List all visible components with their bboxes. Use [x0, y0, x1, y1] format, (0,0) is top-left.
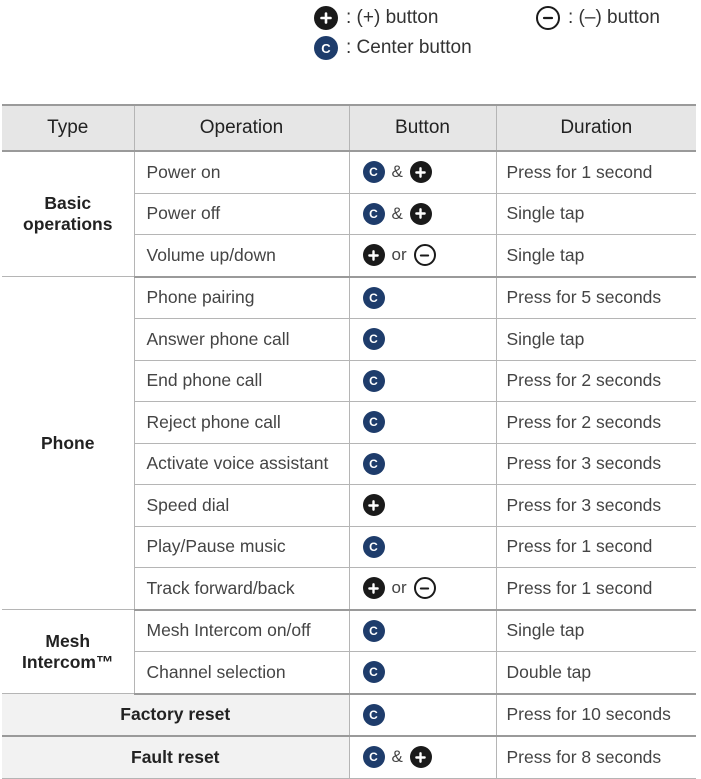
center-button-icon: C	[363, 287, 385, 309]
center-button-icon: C	[363, 704, 385, 726]
button-group	[363, 704, 496, 726]
operation-cell: Channel selection	[134, 652, 349, 694]
minus-icon	[536, 6, 560, 30]
center-button-icon: C	[363, 746, 385, 768]
operation-cell: Mesh Intercom on/off	[134, 610, 349, 652]
button-group	[363, 620, 496, 642]
operation-cell: Power on	[134, 151, 349, 193]
duration-cell: Single tap	[496, 235, 696, 277]
duration-cell: Press for 3 seconds	[496, 443, 696, 485]
operation-cell: End phone call	[134, 360, 349, 402]
legend-plus	[314, 6, 438, 30]
button-cell	[349, 319, 496, 361]
table-header-row	[2, 105, 696, 151]
duration-cell: Single tap	[496, 193, 696, 235]
duration-cell: Press for 5 seconds	[496, 277, 696, 319]
table-body	[2, 151, 696, 778]
duration-cell: Press for 2 seconds	[496, 360, 696, 402]
button-group	[363, 577, 496, 599]
button-group	[363, 203, 496, 225]
legend-minus	[536, 6, 660, 30]
connector-text: or	[391, 578, 407, 598]
center-button-icon: C	[363, 620, 385, 642]
button-cell	[349, 736, 496, 778]
button-group	[363, 453, 496, 475]
duration-cell: Double tap	[496, 652, 696, 694]
button-cell	[349, 694, 496, 737]
button-cell	[349, 235, 496, 277]
operation-cell: Reject phone call	[134, 402, 349, 444]
type-cell: Basic operations	[2, 151, 134, 277]
button-cell	[349, 193, 496, 235]
plus-icon	[314, 6, 338, 30]
center-button-icon: C	[363, 661, 385, 683]
button-cell	[349, 151, 496, 193]
duration-cell: Single tap	[496, 610, 696, 652]
connector-text: or	[391, 245, 407, 265]
plus-icon	[410, 161, 432, 183]
type-cell: Phone	[2, 277, 134, 610]
plus-icon	[363, 244, 385, 266]
operation-cell: Phone pairing	[134, 277, 349, 319]
button-group	[363, 661, 496, 683]
center-button-icon: C	[314, 36, 338, 60]
operation-cell: Speed dial	[134, 485, 349, 527]
connector-text: &	[391, 162, 403, 182]
duration-cell: Press for 10 seconds	[496, 694, 696, 737]
center-button-icon: C	[363, 161, 385, 183]
operations-table	[2, 104, 696, 779]
table-row	[2, 694, 696, 737]
type-cell: Mesh Intercom™	[2, 610, 134, 694]
header-button: Button	[349, 105, 496, 151]
center-button-icon: C	[363, 328, 385, 350]
operation-cell: Answer phone call	[134, 319, 349, 361]
table-row	[2, 610, 696, 652]
row-label: Fault reset	[2, 736, 349, 778]
plus-icon	[363, 577, 385, 599]
center-button-icon: C	[363, 453, 385, 475]
operation-cell: Activate voice assistant	[134, 443, 349, 485]
row-label: Factory reset	[2, 694, 349, 737]
header-duration: Duration	[496, 105, 696, 151]
center-button-icon: C	[363, 411, 385, 433]
button-group	[363, 536, 496, 558]
button-cell	[349, 610, 496, 652]
center-button-icon: C	[363, 370, 385, 392]
legend-minus-label: : (–) button	[568, 7, 660, 28]
plus-icon	[363, 494, 385, 516]
connector-text: &	[391, 203, 403, 223]
button-group	[363, 244, 496, 266]
button-group	[363, 494, 496, 516]
table-row	[2, 277, 696, 319]
duration-cell: Press for 1 second	[496, 568, 696, 610]
duration-cell: Press for 2 seconds	[496, 402, 696, 444]
duration-cell: Press for 3 seconds	[496, 485, 696, 527]
minus-icon	[414, 577, 436, 599]
duration-cell: Press for 1 second	[496, 526, 696, 568]
plus-icon	[410, 746, 432, 768]
operation-cell: Play/Pause music	[134, 526, 349, 568]
button-group	[363, 746, 496, 768]
button-group	[363, 370, 496, 392]
center-button-icon: C	[363, 536, 385, 558]
legend-center	[314, 36, 472, 60]
button-group	[363, 328, 496, 350]
duration-cell: Single tap	[496, 319, 696, 361]
button-cell	[349, 526, 496, 568]
button-group	[363, 411, 496, 433]
operation-cell: Power off	[134, 193, 349, 235]
operation-cell: Volume up/down	[134, 235, 349, 277]
legend-center-label: : Center button	[346, 37, 472, 58]
table-row	[2, 151, 696, 193]
button-cell	[349, 568, 496, 610]
header-operation: Operation	[134, 105, 349, 151]
button-group	[363, 287, 496, 309]
connector-text: &	[391, 747, 403, 767]
button-cell	[349, 485, 496, 527]
duration-cell: Press for 1 second	[496, 151, 696, 193]
button-cell	[349, 360, 496, 402]
button-cell	[349, 652, 496, 694]
table-row	[2, 736, 696, 778]
duration-cell: Press for 8 seconds	[496, 736, 696, 778]
minus-icon	[414, 244, 436, 266]
button-group	[363, 161, 496, 183]
header-type: Type	[2, 105, 134, 151]
plus-icon	[410, 203, 432, 225]
operation-cell: Track forward/back	[134, 568, 349, 610]
legend-plus-label: : (+) button	[346, 7, 439, 28]
button-cell	[349, 277, 496, 319]
center-button-icon: C	[363, 203, 385, 225]
button-cell	[349, 402, 496, 444]
button-cell	[349, 443, 496, 485]
